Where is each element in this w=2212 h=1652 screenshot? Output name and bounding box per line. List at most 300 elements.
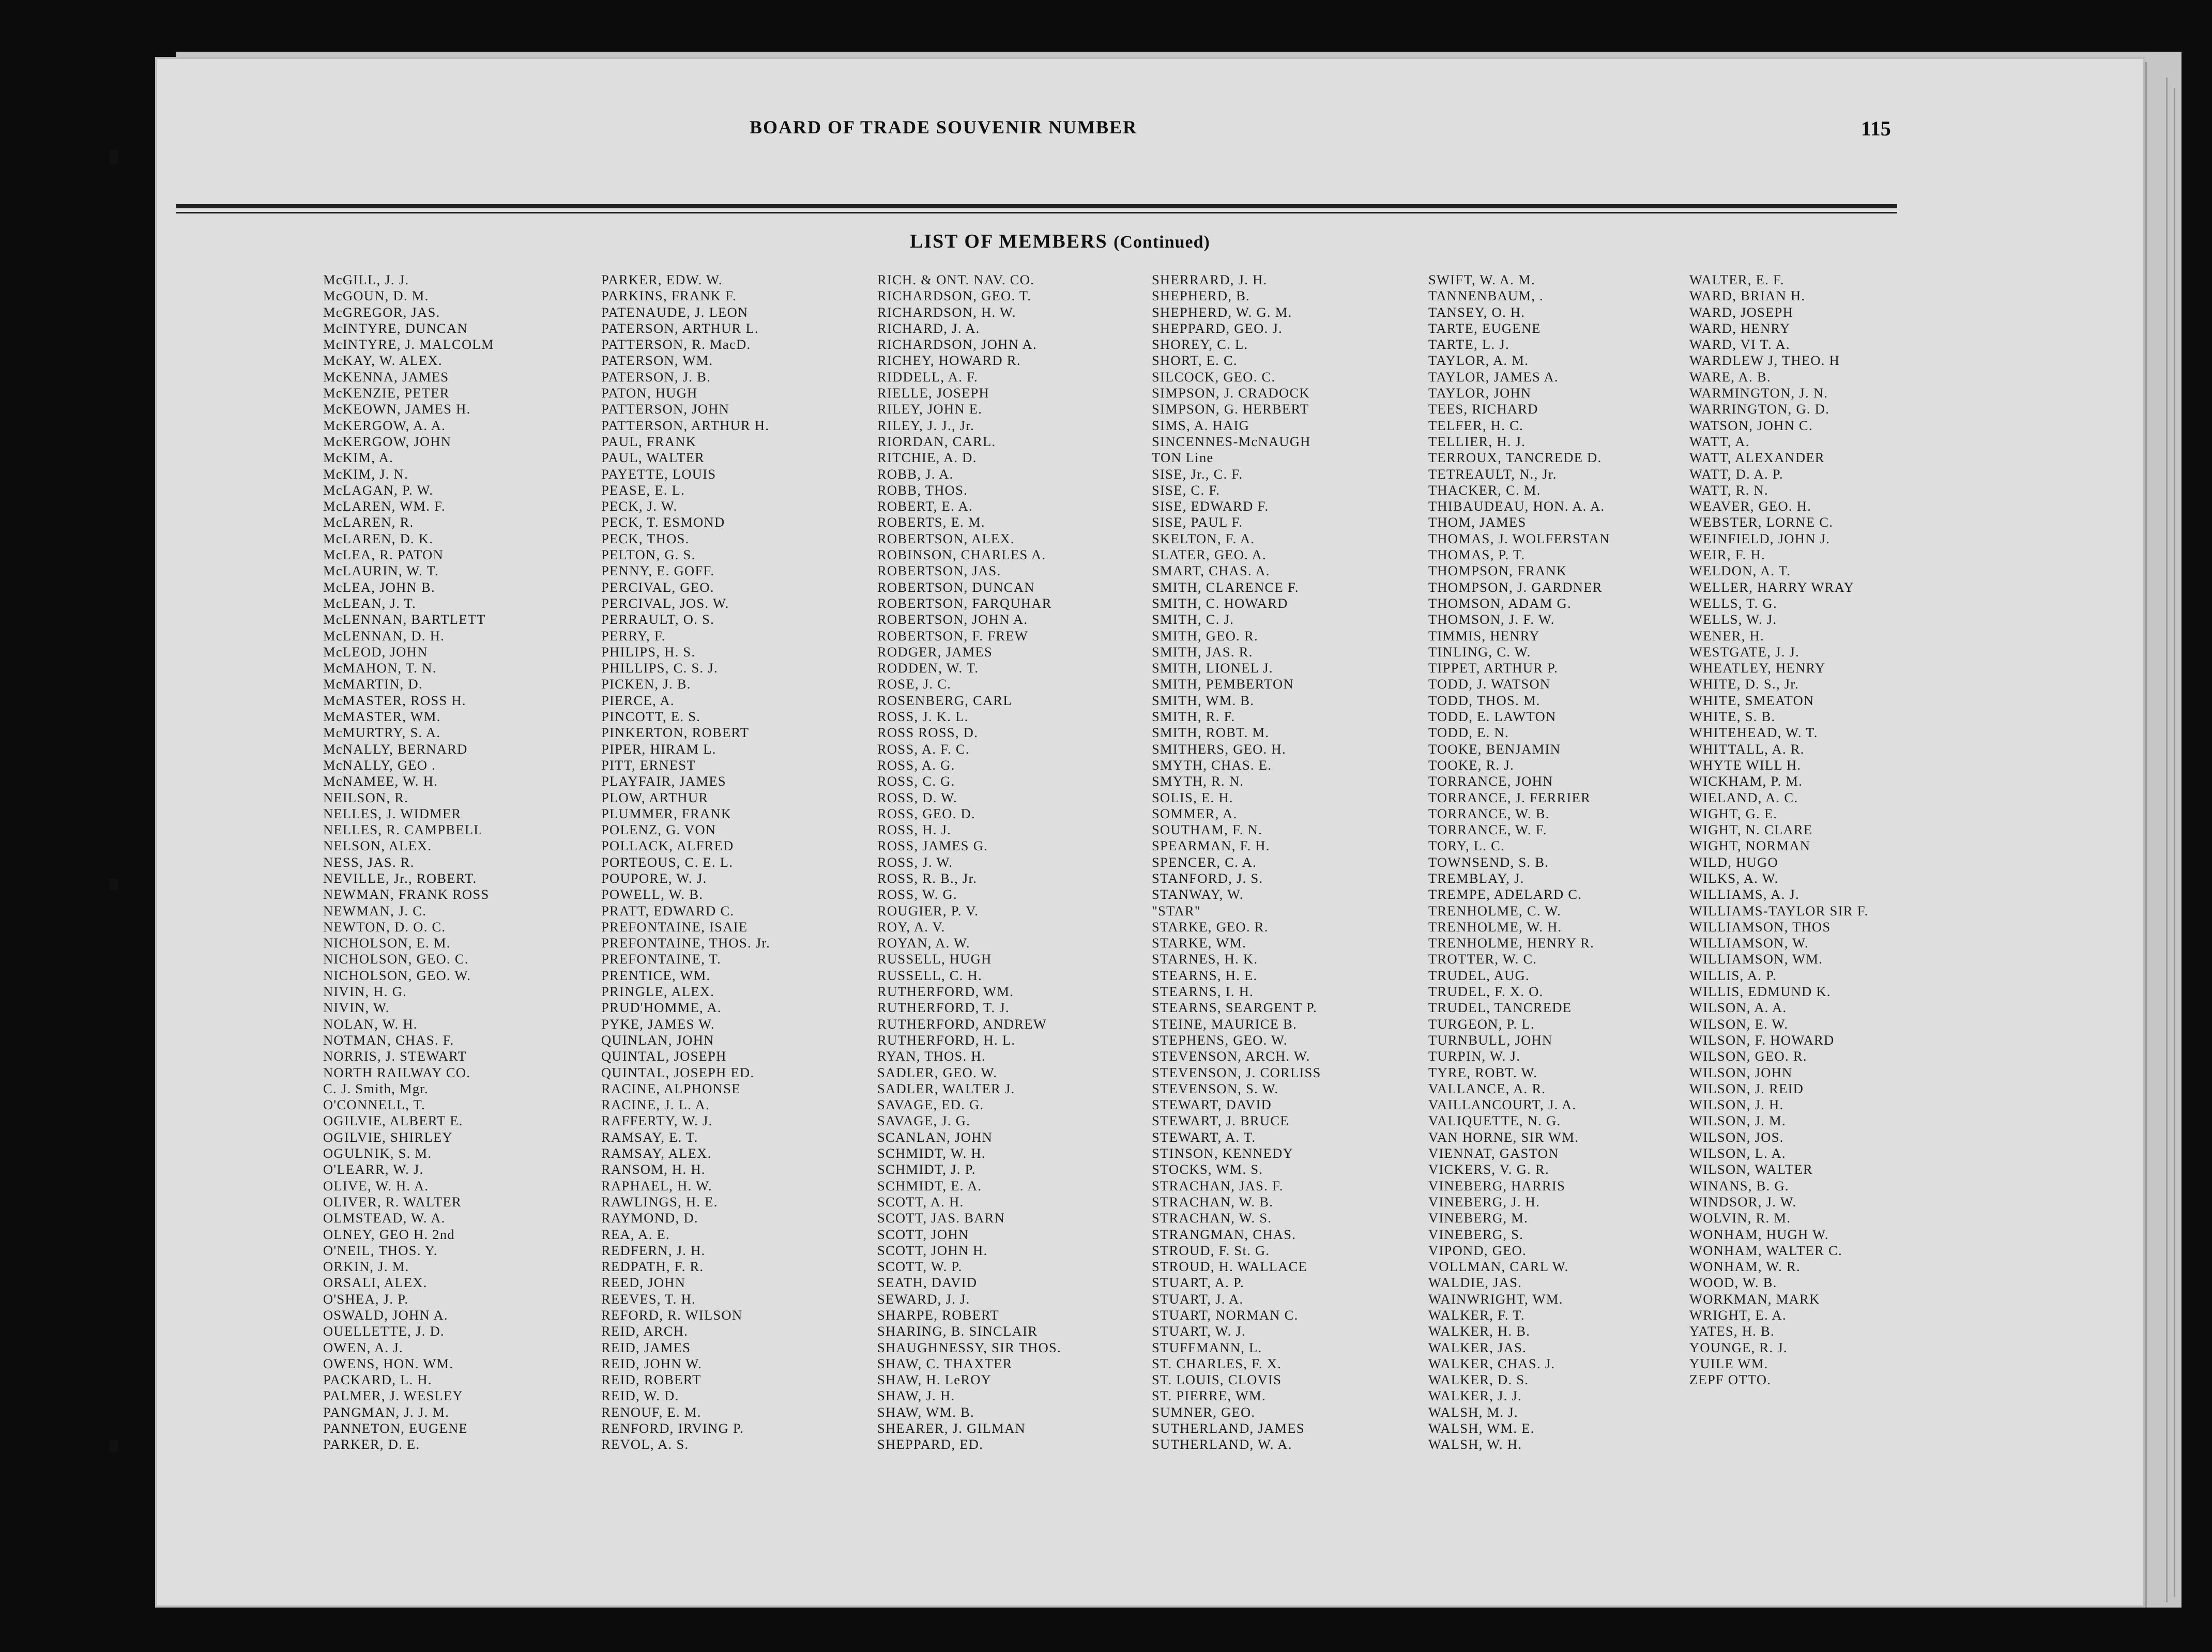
member-entry: McGOUN, D. M. (323, 288, 429, 304)
member-entry: STEARNS, I. H. (1152, 984, 1254, 1000)
member-entry: McKENNA, JAMES (323, 369, 449, 385)
member-entry: STEWART, A. T. (1152, 1129, 1256, 1145)
member-entry: WALTER, E. F. (1689, 272, 1784, 287)
member-column-1 (323, 272, 592, 1453)
member-entry: STUART, A. P. (1152, 1275, 1245, 1291)
member-entry: McKAY, W. ALEX. (323, 353, 443, 369)
member-entry: NOTMAN, CHAS. F. (323, 1032, 454, 1048)
member-entry: WALKER, D. S. (1428, 1372, 1529, 1388)
member-entry: THACKER, C. M. (1428, 482, 1541, 498)
member-entry: ROSS, R. B., Jr. (877, 870, 978, 886)
member-entry: YATES, H. B. (1689, 1323, 1775, 1339)
member-entry: PYKE, JAMES W. (601, 1016, 715, 1032)
member-entry: WILSON, JOS. (1689, 1129, 1784, 1145)
member-entry: VAN HORNE, SIR WM. (1428, 1129, 1579, 1145)
member-entry: SMYTH, CHAS. E. (1152, 757, 1272, 773)
member-entry: NICHOLSON, GEO. C. (323, 951, 469, 967)
member-entry: RAPHAEL, H. W. (601, 1177, 712, 1194)
member-entry: REA, A. E. (601, 1226, 670, 1242)
member-entry: TRENHOLME, HENRY R. (1428, 935, 1595, 951)
member-entry: McNALLY, BERNARD (323, 741, 468, 757)
member-entry: POUPORE, W. J. (601, 870, 707, 886)
member-entry: WILSON, WALTER (1689, 1161, 1813, 1177)
member-entry: VINEBERG, S. (1428, 1226, 1524, 1242)
member-entry: NORRIS, J. STEWART (323, 1048, 467, 1064)
member-entry: STRACHAN, JAS. F. (1152, 1177, 1284, 1194)
member-entry: WILLIAMSON, THOS (1689, 919, 1831, 935)
member-entry: PHILLIPS, C. S. J. (601, 660, 718, 676)
member-entry: WESTGATE, J. J. (1689, 644, 1800, 660)
member-entry: PLUMMER, FRANK (601, 805, 732, 821)
member-entry: SINCENNES-McNAUGH (1152, 433, 1311, 449)
member-entry: TINLING, C. W. (1428, 644, 1531, 660)
member-entry: REDFERN, J. H. (601, 1242, 706, 1258)
member-entry: WARD, JOSEPH (1689, 304, 1794, 320)
member-entry: McLAREN, WM. F. (323, 498, 446, 514)
member-entry: WILKS, A. W. (1689, 870, 1779, 886)
member-entry: PITT, ERNEST (601, 757, 696, 773)
member-entry: SHARING, B. SINCLAIR (877, 1323, 1038, 1339)
member-entry: STARKE, WM. (1152, 935, 1247, 951)
member-entry: WELLS, T. G. (1689, 595, 1777, 611)
member-entry: WIELAND, A. C. (1689, 789, 1798, 805)
member-entry: ROY, A. V. (877, 919, 945, 935)
member-entry: RUTHERFORD, H. L. (877, 1032, 1016, 1048)
member-entry: REID, ROBERT (601, 1372, 701, 1388)
member-entry: WILSON, F. HOWARD (1689, 1032, 1835, 1048)
member-entry: SMITH, JAS. R. (1152, 644, 1253, 660)
member-entry: TRUDEL, AUG. (1428, 967, 1530, 983)
member-entry: NICHOLSON, E. M. (323, 935, 451, 951)
member-entry: RICHARDSON, H. W. (877, 304, 1016, 320)
member-entry: PIPER, HIRAM L. (601, 741, 716, 757)
member-entry: RIELLE, JOSEPH (877, 385, 989, 401)
member-entry: ORSALI, ALEX. (323, 1275, 428, 1291)
member-entry: ROBINSON, CHARLES A. (877, 547, 1046, 563)
member-entry: WILSON, GEO. R. (1689, 1048, 1807, 1064)
member-entry: SCHMIDT, J. P. (877, 1161, 976, 1177)
member-entry: RUTHERFORD, WM. (877, 984, 1014, 1000)
member-entry: STRACHAN, W. B. (1152, 1194, 1274, 1210)
member-entry: WILSON, J. M. (1689, 1113, 1786, 1129)
member-entry: O'SHEA, J. P. (323, 1291, 409, 1307)
member-entry: RUSSELL, C. H. (877, 967, 982, 983)
member-entry: PERRY, F. (601, 628, 666, 644)
member-entry: WEIR, F. H. (1689, 547, 1765, 563)
member-entry: TODD, E. LAWTON (1428, 709, 1557, 725)
member-entry: ROBERTSON, ALEX. (877, 530, 1015, 546)
member-entry: WILSON, J. H. (1689, 1097, 1784, 1113)
member-entry: ROBERTS, E. M. (877, 514, 985, 530)
member-entry: PREFONTAINE, ISAIE (601, 919, 748, 935)
member-entry: VIPOND, GEO. (1428, 1242, 1527, 1258)
member-entry: SMITH, LIONEL J. (1152, 660, 1273, 676)
member-entry: PELTON, G. S. (601, 547, 696, 563)
member-entry: WILLIAMSON, WM. (1689, 951, 1823, 967)
member-entry: WARD, VI T. A. (1689, 336, 1790, 353)
member-entry: TOOKE, BENJAMIN (1428, 741, 1561, 757)
member-entry: ST. PIERRE, WM. (1152, 1388, 1266, 1404)
member-entry: SMITH, PEMBERTON (1152, 676, 1294, 692)
member-entry: THIBAUDEAU, HON. A. A. (1428, 498, 1605, 514)
member-entry: C. J. Smith, Mgr. (323, 1080, 429, 1096)
member-entry: WILLIAMS, A. J. (1689, 886, 1800, 903)
member-entry: OWEN, A. J. (323, 1339, 403, 1355)
member-entry: McMARTIN, D. (323, 676, 423, 692)
member-entry: WATT, R. N. (1689, 482, 1768, 498)
member-entry: SCOTT, JOHN H. (877, 1242, 988, 1258)
member-entry: ROSS, A. G. (877, 757, 955, 773)
member-entry: TORRANCE, JOHN (1428, 773, 1553, 789)
member-entry: NEWMAN, J. C. (323, 903, 427, 919)
member-entry: STRANGMAN, CHAS. (1152, 1226, 1296, 1242)
member-entry: ROSS, GEO. D. (877, 805, 975, 821)
member-entry: WAINWRIGHT, WM. (1428, 1291, 1563, 1307)
member-entry: WHYTE WILL H. (1689, 757, 1802, 773)
member-entry: McNAMEE, W. H. (323, 773, 438, 789)
member-entry: SHAW, J. H. (877, 1388, 955, 1404)
member-entry: McLAURIN, W. T. (323, 563, 439, 579)
member-entry: WHITEHEAD, W. T. (1689, 725, 1818, 741)
member-entry: RENFORD, IRVING P. (601, 1420, 744, 1436)
member-entry: YUILE WM. (1689, 1355, 1768, 1371)
member-entry: RAFFERTY, W. J. (601, 1113, 713, 1129)
member-entry: SCANLAN, JOHN (877, 1129, 993, 1145)
member-entry: POWELL, W. B. (601, 886, 704, 903)
member-entry: SMART, CHAS. A. (1152, 563, 1270, 579)
header-title: BOARD OF TRADE SOUVENIR NUMBER (750, 117, 1138, 137)
member-entry: TAYLOR, A. M. (1428, 353, 1529, 369)
member-entry: VALIQUETTE, N. G. (1428, 1113, 1561, 1129)
member-entry: NICHOLSON, GEO. W. (323, 967, 471, 983)
member-entry: REID, ARCH. (601, 1323, 689, 1339)
member-entry: PHILIPS, H. S. (601, 644, 696, 660)
member-entry: SHORT, E. C. (1152, 353, 1238, 369)
member-entry: PLOW, ARTHUR (601, 789, 709, 805)
header-rule-thick (176, 204, 1897, 208)
member-entry: PECK, T. ESMOND (601, 514, 725, 530)
member-entry: SOLIS, E. H. (1152, 789, 1233, 805)
member-column-6 (1689, 272, 1958, 1388)
member-entry: SAVAGE, ED. G. (877, 1097, 984, 1113)
member-entry: ROBERTSON, FARQUHAR (877, 595, 1052, 611)
member-entry: PAYETTE, LOUIS (601, 466, 716, 482)
member-entry: McKERGOW, A. A. (323, 417, 446, 433)
member-entry: SHAW, C. THAXTER (877, 1355, 1013, 1371)
member-entry: SISE, PAUL F. (1152, 514, 1243, 530)
member-entry: WALDIE, JAS. (1428, 1275, 1522, 1291)
member-entry: WALSH, WM. E. (1428, 1420, 1535, 1436)
member-entry: OLIVER, R. WALTER (323, 1194, 462, 1210)
member-entry: SHAW, H. LeROY (877, 1372, 992, 1388)
member-entry: ROSS, J. K. L. (877, 709, 969, 725)
member-entry: PATTERSON, ARTHUR H. (601, 417, 770, 433)
member-entry: ROBERTSON, JOHN A. (877, 611, 1028, 628)
member-entry: WHITTALL, A. R. (1689, 741, 1805, 757)
member-entry: WARDLEW J, THEO. H (1689, 353, 1840, 369)
member-entry: WILLIAMS-TAYLOR SIR F. (1689, 903, 1869, 919)
member-entry: WILSON, JOHN (1689, 1064, 1793, 1080)
member-entry: ZEPF OTTO. (1689, 1372, 1772, 1388)
member-entry: TREMBLAY, J. (1428, 870, 1524, 886)
member-entry: TRUDEL, TANCREDE (1428, 1000, 1572, 1016)
member-entry: TIPPET, ARTHUR P. (1428, 660, 1559, 676)
member-entry: RICHARDSON, GEO. T. (877, 288, 1032, 304)
member-entry: PREFONTAINE, THOS. Jr. (601, 935, 771, 951)
member-entry: STUFFMANN, L. (1152, 1339, 1262, 1355)
member-entry: PATENAUDE, J. LEON (601, 304, 749, 320)
member-entry: RICHARDSON, JOHN A. (877, 336, 1037, 353)
member-entry: TURGEON, P. L. (1428, 1016, 1535, 1032)
member-entry: PALMER, J. WESLEY (323, 1388, 463, 1404)
member-entry: SADLER, WALTER J. (877, 1080, 1015, 1096)
member-entry: REEVES, T. H. (601, 1291, 696, 1307)
member-entry: McKENZIE, PETER (323, 385, 450, 401)
member-entry: TORRANCE, W. F. (1428, 822, 1547, 838)
member-entry: WEINFIELD, JOHN J. (1689, 530, 1830, 546)
member-entry: TODD, E. N. (1428, 725, 1509, 741)
member-entry: NELLES, J. WIDMER (323, 805, 462, 821)
member-entry: VINEBERG, J. H. (1428, 1194, 1540, 1210)
member-entry: OLIVE, W. H. A. (323, 1177, 429, 1194)
member-entry: PINCOTT, E. S. (601, 709, 701, 725)
member-entry: STUART, J. A. (1152, 1291, 1244, 1307)
member-entry: RILEY, JOHN E. (877, 401, 983, 417)
member-entry: WIGHT, G. E. (1689, 805, 1778, 821)
member-entry: NIVIN, W. (323, 1000, 390, 1016)
member-entry: PATON, HUGH (601, 385, 698, 401)
member-entry: OLMSTEAD, W. A. (323, 1210, 446, 1226)
member-entry: TAYLOR, JOHN (1428, 385, 1532, 401)
member-entry: PATTERSON, R. MacD. (601, 336, 751, 353)
member-entry: STEVENSON, S. W. (1152, 1080, 1279, 1096)
binding-mark (110, 879, 118, 890)
member-entry: TODD, THOS. M. (1428, 692, 1540, 708)
member-entry: WICKHAM, P. M. (1689, 773, 1803, 789)
list-heading (910, 230, 1210, 253)
member-entry: TOWNSEND, S. B. (1428, 854, 1549, 870)
member-entry: VINEBERG, M. (1428, 1210, 1528, 1226)
member-entry: SHEPHERD, B. (1152, 288, 1250, 304)
member-entry: REVOL, A. S. (601, 1436, 689, 1452)
member-entry: SWIFT, W. A. M. (1428, 272, 1535, 287)
member-entry: SISE, EDWARD F. (1152, 498, 1269, 514)
member-entry: PENNY, E. GOFF. (601, 563, 715, 579)
page-number: 115 (1861, 117, 1891, 140)
member-entry: STEINE, MAURICE B. (1152, 1016, 1298, 1032)
member-entry: TROTTER, W. C. (1428, 951, 1537, 967)
member-entry: RUTHERFORD, T. J. (877, 1000, 1010, 1016)
member-entry: STUART, NORMAN C. (1152, 1307, 1299, 1323)
member-column-4 (1152, 272, 1421, 1453)
member-entry: STINSON, KENNEDY (1152, 1145, 1294, 1161)
member-entry: TURPIN, W. J. (1428, 1048, 1521, 1064)
member-entry: TURNBULL, JOHN (1428, 1032, 1553, 1048)
member-entry: THOMPSON, FRANK (1428, 563, 1567, 579)
member-entry: VICKERS, V. G. R. (1428, 1161, 1549, 1177)
member-entry: SMITH, C. HOWARD (1152, 595, 1288, 611)
member-entry: WRIGHT, E. A. (1689, 1307, 1787, 1323)
member-entry: SOMMER, A. (1152, 805, 1238, 821)
member-entry: WELDON, A. T. (1689, 563, 1791, 579)
member-entry: TREMPE, ADELARD C. (1428, 886, 1582, 903)
member-entry: WHITE, D. S., Jr. (1689, 676, 1799, 692)
member-entry: WIGHT, N. CLARE (1689, 822, 1813, 838)
member-entry: RITCHIE, A. D. (877, 450, 977, 466)
member-entry: WORKMAN, MARK (1689, 1291, 1820, 1307)
member-entry: STRACHAN, W. S. (1152, 1210, 1272, 1226)
member-entry: SMITH, CLARENCE F. (1152, 579, 1299, 595)
member-entry: STEWART, DAVID (1152, 1097, 1272, 1113)
member-entry: REED, JOHN (601, 1275, 686, 1291)
member-entry: STEVENSON, ARCH. W. (1152, 1048, 1310, 1064)
list-heading-continued: (Continued) (1113, 233, 1210, 252)
member-entry: McLEA, R. PATON (323, 547, 444, 563)
member-entry: PICKEN, J. B. (601, 676, 691, 692)
member-entry: WILSON, J. REID (1689, 1080, 1804, 1096)
member-entry: STEARNS, SEARGENT P. (1152, 1000, 1318, 1016)
member-entry: WOLVIN, R. M. (1689, 1210, 1791, 1226)
member-entry: RAMSAY, ALEX. (601, 1145, 712, 1161)
member-entry: McMAHON, T. N. (323, 660, 437, 676)
member-entry: PECK, THOS. (601, 530, 690, 546)
member-column-3 (877, 272, 1146, 1453)
member-entry: ROBERTSON, JAS. (877, 563, 1001, 579)
member-entry: PERRAULT, O. S. (601, 611, 715, 628)
member-entry: TORY, L. C. (1428, 838, 1505, 854)
member-entry: O'NEIL, THOS. Y. (323, 1242, 438, 1258)
member-entry: REID, JOHN W. (601, 1355, 703, 1371)
member-column-5 (1428, 272, 1697, 1453)
member-entry: WALSH, M. J. (1428, 1404, 1518, 1420)
member-entry: SUMNER, GEO. (1152, 1404, 1256, 1420)
member-entry: SAVAGE, J. G. (877, 1113, 971, 1129)
member-entry: PARKER, D. E. (323, 1436, 420, 1452)
member-entry: TODD, J. WATSON (1428, 676, 1551, 692)
member-entry: WHITE, SMEATON (1689, 692, 1814, 708)
member-entry: RICHEY, HOWARD R. (877, 353, 1021, 369)
member-entry: STEARNS, H. E. (1152, 967, 1258, 983)
member-entry: QUINLAN, JOHN (601, 1032, 714, 1048)
member-entry: WATT, A. (1689, 433, 1750, 449)
member-entry: OSWALD, JOHN A. (323, 1307, 448, 1323)
member-entry: McKIM, J. N. (323, 466, 409, 482)
member-entry: RICHARD, J. A. (877, 320, 980, 336)
member-entry: PRATT, EDWARD C. (601, 903, 735, 919)
member-entry: NEVILLE, Jr., ROBERT. (323, 870, 477, 886)
member-entry: WONHAM, WALTER C. (1689, 1242, 1842, 1258)
member-entry: WILD, HUGO (1689, 854, 1778, 870)
member-entry: STARKE, GEO. R. (1152, 919, 1269, 935)
member-entry: REID, JAMES (601, 1339, 691, 1355)
member-entry: WINDSOR, J. W. (1689, 1194, 1797, 1210)
member-entry: ST. LOUIS, CLOVIS (1152, 1372, 1282, 1388)
member-entry: STEWART, J. BRUCE (1152, 1113, 1289, 1129)
member-entry: REDPATH, F. R. (601, 1259, 704, 1275)
member-entry: SCHMIDT, E. A. (877, 1177, 982, 1194)
member-entry: VOLLMAN, CARL W. (1428, 1259, 1569, 1275)
member-entry: PREFONTAINE, T. (601, 951, 722, 967)
member-entry: McMASTER, WM. (323, 709, 441, 725)
member-entry: SEATH, DAVID (877, 1275, 978, 1291)
member-entry: RAMSAY, E. T. (601, 1129, 698, 1145)
member-entry: THOMAS, J. WOLFERSTAN (1428, 530, 1610, 546)
member-entry: NELSON, ALEX. (323, 838, 432, 854)
member-entry: McLAGAN, P. W. (323, 482, 434, 498)
list-heading-title: LIST OF MEMBERS (910, 231, 1108, 252)
member-entry: ROSE, J. C. (877, 676, 952, 692)
member-entry: TIMMIS, HENRY (1428, 628, 1540, 644)
member-entry: McINTYRE, J. MALCOLM (323, 336, 494, 353)
member-entry: PERCIVAL, GEO. (601, 579, 714, 595)
member-entry: TARTE, L. J. (1428, 336, 1509, 353)
member-entry: ROBB, J. A. (877, 466, 954, 482)
page-edge (2166, 78, 2168, 1602)
member-entry: O'LEARR, W. J. (323, 1161, 424, 1177)
member-entry: STEVENSON, J. CORLISS (1152, 1064, 1321, 1080)
member-entry: WALKER, F. T. (1428, 1307, 1525, 1323)
member-entry: NEILSON, R. (323, 789, 409, 805)
member-entry: SILCOCK, GEO. C. (1152, 369, 1276, 385)
member-entry: SHARPE, ROBERT (877, 1307, 1000, 1323)
member-entry: McLEA, JOHN B. (323, 579, 435, 595)
member-entry: TORRANCE, J. FERRIER (1428, 789, 1591, 805)
member-entry: PARKER, EDW. W. (601, 272, 723, 287)
member-entry: WILSON, E. W. (1689, 1016, 1789, 1032)
member-entry: SOUTHAM, F. N. (1152, 822, 1263, 838)
member-entry: PANGMAN, J. J. M. (323, 1404, 450, 1420)
member-entry: WIGHT, NORMAN (1689, 838, 1811, 854)
member-entry: ROSENBERG, CARL (877, 692, 1012, 708)
member-entry: McLENNAN, BARTLETT (323, 611, 486, 628)
member-entry: TEES, RICHARD (1428, 401, 1538, 417)
member-entry: STANWAY, W. (1152, 886, 1244, 903)
member-entry: THOMAS, P. T. (1428, 547, 1525, 563)
member-entry: ROBB, THOS. (877, 482, 968, 498)
member-entry: PRINGLE, ALEX. (601, 984, 715, 1000)
member-entry: WHITE, S. B. (1689, 709, 1776, 725)
member-entry: WALKER, H. B. (1428, 1323, 1531, 1339)
member-entry: WELLS, W. J. (1689, 611, 1777, 628)
member-entry: TELLIER, H. J. (1428, 433, 1526, 449)
member-entry: McLAREN, D. K. (323, 530, 434, 546)
member-entry: SHEARER, J. GILMAN (877, 1420, 1026, 1436)
member-entry: McMASTER, ROSS H. (323, 692, 466, 708)
member-entry: PECK, J. W. (601, 498, 678, 514)
header-rule-thin (176, 212, 1897, 213)
member-entry: TERROUX, TANCREDE D. (1428, 450, 1602, 466)
member-entry: STANFORD, J. S. (1152, 870, 1263, 886)
member-entry: ROSS ROSS, D. (877, 725, 979, 741)
member-entry: WONHAM, W. R. (1689, 1259, 1801, 1275)
member-entry: McGILL, J. J. (323, 272, 409, 287)
member-entry: SKELTON, F. A. (1152, 530, 1255, 546)
member-entry: PRUD'HOMME, A. (601, 1000, 722, 1016)
member-entry: TRENHOLME, C. W. (1428, 903, 1562, 919)
member-entry: POLLACK, ALFRED (601, 838, 734, 854)
member-entry: REID, W. D. (601, 1388, 679, 1404)
member-entry: PAUL, WALTER (601, 450, 705, 466)
member-entry: WALKER, J. J. (1428, 1388, 1522, 1404)
member-entry: SMITH, R. F. (1152, 709, 1235, 725)
member-entry: SHEPPARD, GEO. J. (1152, 320, 1283, 336)
member-entry: ROYAN, A. W. (877, 935, 970, 951)
member-entry: SPENCER, C. A. (1152, 854, 1257, 870)
member-entry: PATERSON, ARTHUR L. (601, 320, 759, 336)
member-entry: RENOUF, E. M. (601, 1404, 701, 1420)
member-entry: SCOTT, JAS. BARN (877, 1210, 1005, 1226)
member-entry: ROSS, JAMES G. (877, 838, 988, 854)
